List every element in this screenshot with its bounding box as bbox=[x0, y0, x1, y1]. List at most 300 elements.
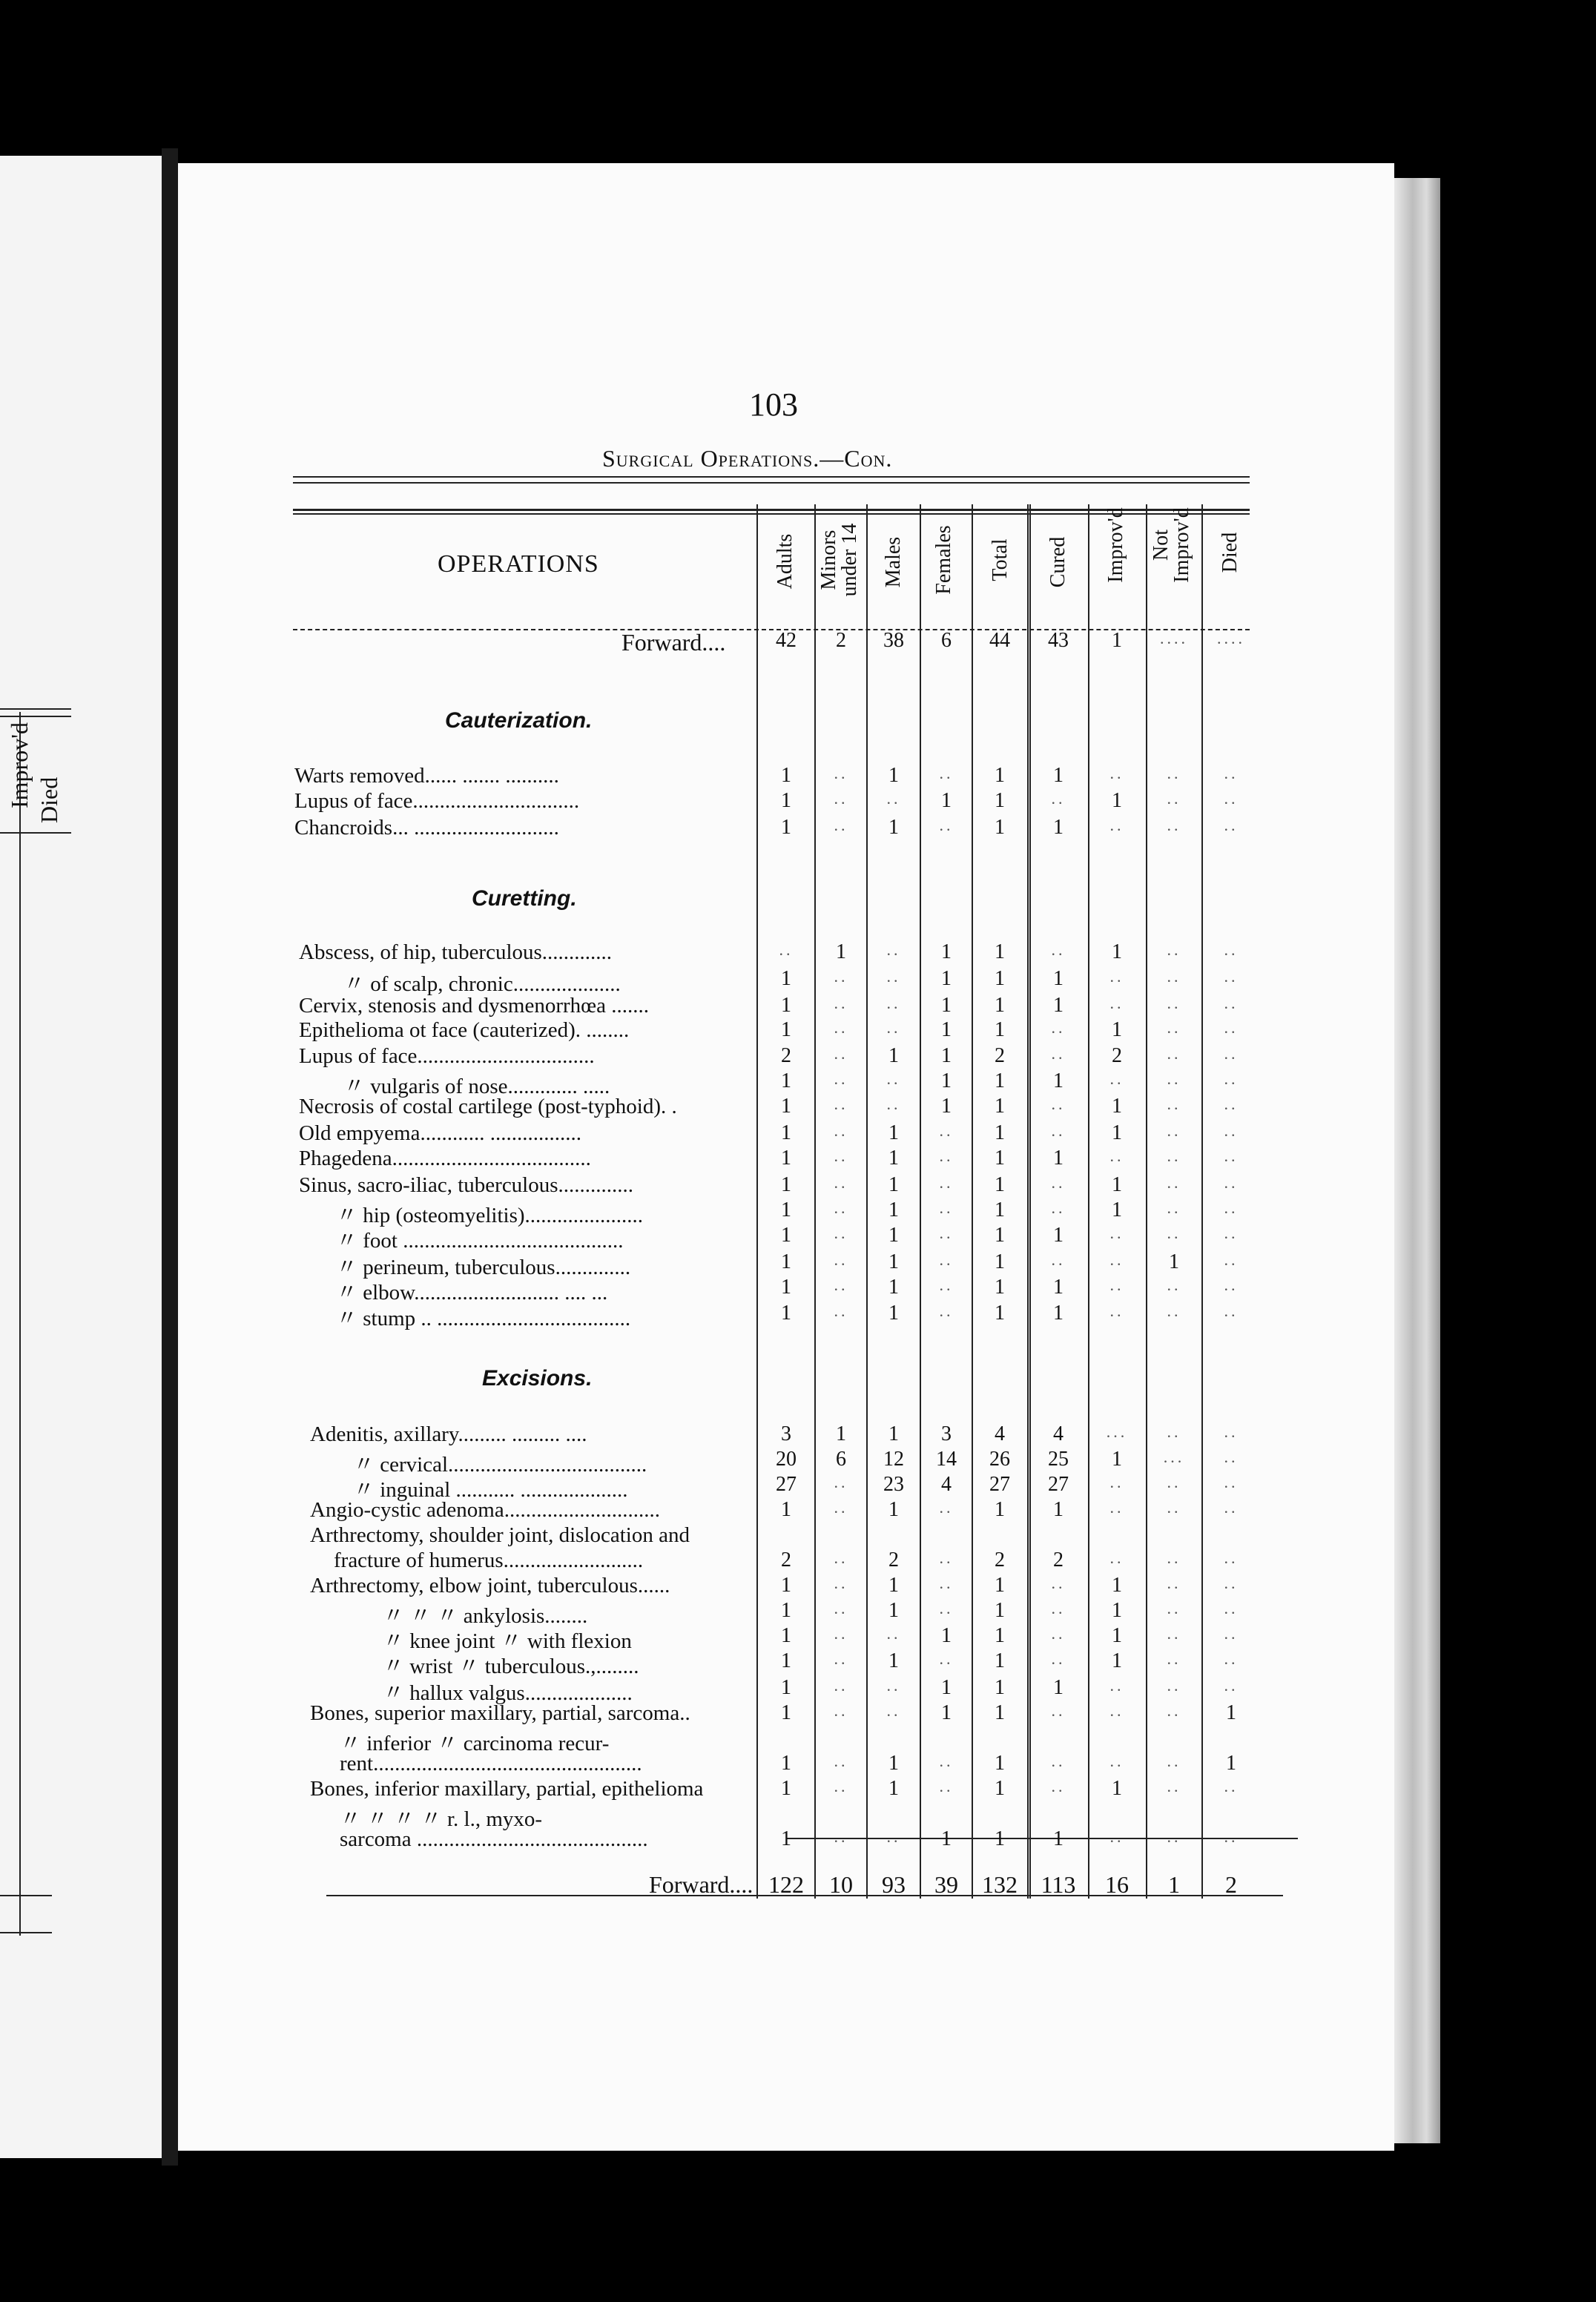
cell-improv-d: 1 bbox=[1112, 1624, 1122, 1647]
col-header-cured: Cured bbox=[1046, 536, 1069, 588]
cell-cured: .. bbox=[1051, 1250, 1066, 1269]
cell-adults: 1 bbox=[781, 1173, 791, 1196]
cell-died: .. bbox=[1224, 1676, 1239, 1695]
cell-adults: 1 bbox=[781, 1498, 791, 1521]
col-rule-3 bbox=[920, 504, 921, 1899]
cell-cured: 1 bbox=[1053, 1302, 1064, 1325]
cell-females: .. bbox=[939, 1777, 954, 1795]
col-rule-1 bbox=[814, 504, 816, 1899]
cell-improv-d: 1 bbox=[1112, 789, 1122, 812]
page-number: 103 bbox=[749, 386, 798, 423]
table-rule-top-2 bbox=[293, 482, 1250, 484]
cell-total: 27 bbox=[989, 1473, 1010, 1496]
cell-not-improv-d: .. bbox=[1167, 1044, 1181, 1063]
cell-not-improv-d: .. bbox=[1167, 1676, 1181, 1695]
row-label: Abscess, of hip, tuberculous............. bbox=[299, 940, 613, 964]
cell-died: .. bbox=[1224, 1173, 1239, 1192]
cell-total: 1 bbox=[995, 1095, 1005, 1118]
cell-cured: 1 bbox=[1053, 967, 1064, 990]
cell-males: 1 bbox=[888, 1777, 899, 1800]
row-label: 〃 of scalp, chronic.................... bbox=[343, 972, 621, 996]
cell-not-improv-d: .. bbox=[1167, 1649, 1181, 1668]
row-label: 〃 foot ......................................... bbox=[336, 1229, 624, 1253]
cell-females: .. bbox=[939, 1599, 954, 1617]
cell-females: .. bbox=[939, 1173, 954, 1192]
cell-males: .. bbox=[886, 1624, 901, 1643]
cell-not-improv-d: .... bbox=[1160, 629, 1188, 647]
cell-adults: 1 bbox=[781, 1302, 791, 1325]
cell-total: 1 bbox=[995, 1121, 1005, 1144]
col-rule-7 bbox=[1146, 504, 1147, 1899]
cell-died: .. bbox=[1224, 1044, 1239, 1063]
cell-not-improv-d: .. bbox=[1167, 1752, 1181, 1770]
col-rule-0 bbox=[756, 504, 758, 1899]
row-label: sarcoma ........................................... bbox=[340, 1827, 648, 1851]
cell-minors-under-14: .. bbox=[834, 1498, 848, 1517]
cell-died: 2 bbox=[1225, 1871, 1237, 1898]
row-label: 〃 perineum, tuberculous.............. bbox=[336, 1256, 631, 1279]
cell-females: .. bbox=[939, 764, 954, 782]
cell-males: 2 bbox=[888, 1549, 899, 1572]
cell-minors-under-14: .. bbox=[834, 1121, 848, 1140]
cell-total: 1 bbox=[995, 1198, 1005, 1221]
cell-females: .. bbox=[939, 1198, 954, 1217]
cell-males: 1 bbox=[888, 1173, 899, 1196]
cell-improv-d: 1 bbox=[1112, 1649, 1122, 1672]
cell-improv-d: 2 bbox=[1112, 1044, 1122, 1067]
cell-not-improv-d: .. bbox=[1167, 967, 1181, 986]
cell-died: .. bbox=[1224, 1498, 1239, 1517]
row-label: 〃 〃 〃 〃 r. l., myxo- bbox=[340, 1807, 543, 1831]
row-label: Lupus of face............................... bbox=[294, 789, 580, 813]
cell-minors-under-14: 10 bbox=[829, 1871, 853, 1898]
cell-minors-under-14: .. bbox=[834, 1302, 848, 1320]
col-header-total: Total bbox=[989, 538, 1012, 581]
row-label: Bones, inferior maxillary, partial, epithelioma bbox=[310, 1777, 704, 1801]
cell-improv-d: .. bbox=[1109, 1498, 1124, 1517]
cell-died: 1 bbox=[1226, 1701, 1236, 1724]
cell-minors-under-14: .. bbox=[834, 1147, 848, 1165]
cell-not-improv-d: .. bbox=[1167, 1121, 1181, 1140]
cell-adults: 1 bbox=[781, 1224, 791, 1247]
cell-cured: .. bbox=[1051, 1649, 1066, 1668]
cell-improv-d: .. bbox=[1109, 1069, 1124, 1088]
cell-died: .. bbox=[1224, 940, 1239, 959]
cell-died: .. bbox=[1224, 1422, 1239, 1441]
cell-cured: .. bbox=[1051, 1574, 1066, 1592]
cell-males: 1 bbox=[888, 1044, 899, 1067]
cell-adults: 1 bbox=[781, 1018, 791, 1041]
cell-died: .... bbox=[1217, 629, 1245, 647]
cell-females: 1 bbox=[941, 967, 952, 990]
cell-minors-under-14: .. bbox=[834, 1018, 848, 1037]
cell-minors-under-14: 1 bbox=[836, 1422, 846, 1445]
cell-minors-under-14: .. bbox=[834, 1198, 848, 1217]
left-page-fragment bbox=[0, 156, 162, 2158]
cell-total: 1 bbox=[995, 1574, 1005, 1597]
row-label: Phagedena..................................... bbox=[299, 1147, 591, 1170]
cell-died: .. bbox=[1224, 816, 1239, 834]
cell-females: .. bbox=[939, 1147, 954, 1165]
cell-total: 1 bbox=[995, 1701, 1005, 1724]
row-label: Old empyema............ ................. bbox=[299, 1121, 581, 1145]
cell-minors-under-14: .. bbox=[834, 1173, 848, 1192]
cell-died: .. bbox=[1224, 1147, 1239, 1165]
cell-not-improv-d: .. bbox=[1167, 1498, 1181, 1517]
cell-cured: 25 bbox=[1048, 1448, 1069, 1471]
cell-males: 1 bbox=[888, 1422, 899, 1445]
cell-improv-d: .. bbox=[1109, 1676, 1124, 1695]
cell-died: .. bbox=[1224, 1777, 1239, 1795]
row-label: 〃 hallux valgus.................... bbox=[383, 1681, 633, 1705]
cell-total: 1 bbox=[995, 940, 1005, 963]
cell-females: .. bbox=[939, 1752, 954, 1770]
col-rule-2 bbox=[866, 504, 868, 1899]
cell-total: 1 bbox=[995, 816, 1005, 839]
cell-cured: .. bbox=[1051, 1121, 1066, 1140]
cell-improv-d: 1 bbox=[1112, 1448, 1122, 1471]
cell-females: .. bbox=[939, 1121, 954, 1140]
cell-cured: .. bbox=[1051, 1173, 1066, 1192]
cell-adults: 1 bbox=[781, 1701, 791, 1724]
cell-females: .. bbox=[939, 1574, 954, 1592]
row-label: 〃 knee joint 〃 with flexion bbox=[383, 1629, 632, 1653]
cell-males: .. bbox=[886, 967, 901, 986]
cell-adults: 1 bbox=[781, 789, 791, 812]
page-edge-stack bbox=[1394, 178, 1440, 2143]
row-label: Sinus, sacro-iliac, tuberculous.............. bbox=[299, 1173, 634, 1197]
cell-total: 1 bbox=[995, 1224, 1005, 1247]
cell-females: 1 bbox=[941, 789, 952, 812]
cell-minors-under-14: .. bbox=[834, 1777, 848, 1795]
cell-cured: .. bbox=[1051, 1752, 1066, 1770]
cell-total: 1 bbox=[995, 764, 1005, 787]
cell-males: 1 bbox=[888, 816, 899, 839]
cell-improv-d: 1 bbox=[1112, 1121, 1122, 1144]
row-label: Adenitis, axillary......... ......... .... bbox=[310, 1422, 587, 1446]
cell-adults: 1 bbox=[781, 1649, 791, 1672]
cell-not-improv-d: .. bbox=[1167, 1198, 1181, 1217]
cell-died: .. bbox=[1224, 789, 1239, 808]
cell-died: .. bbox=[1224, 1302, 1239, 1320]
cell-males: 38 bbox=[883, 629, 904, 652]
cell-improv-d: .. bbox=[1109, 1827, 1124, 1846]
cell-improv-d: .. bbox=[1109, 1147, 1124, 1165]
row-label: Necrosis of costal cartilege (post-typhoid). . bbox=[299, 1095, 677, 1118]
cell-cured: .. bbox=[1051, 789, 1066, 808]
col-rule-8 bbox=[1201, 504, 1203, 1899]
cell-males: 12 bbox=[883, 1448, 904, 1471]
cell-minors-under-14: 6 bbox=[836, 1448, 846, 1471]
cell-adults: 1 bbox=[781, 1752, 791, 1775]
cell-females: 1 bbox=[941, 1701, 952, 1724]
cell-females: .. bbox=[939, 816, 954, 834]
cell-cured: 27 bbox=[1048, 1473, 1069, 1496]
cell-improv-d: 1 bbox=[1112, 940, 1122, 963]
cell-improv-d: .. bbox=[1109, 1549, 1124, 1567]
cell-females: 1 bbox=[941, 940, 952, 963]
cell-cured: 1 bbox=[1053, 1498, 1064, 1521]
cell-females: 3 bbox=[941, 1422, 952, 1445]
cell-cured: .. bbox=[1051, 1701, 1066, 1720]
cell-not-improv-d: .. bbox=[1167, 1302, 1181, 1320]
cell-not-improv-d: .. bbox=[1167, 1574, 1181, 1592]
cell-total: 1 bbox=[995, 1777, 1005, 1800]
cell-adults: 1 bbox=[781, 1121, 791, 1144]
cell-improv-d: 1 bbox=[1112, 1198, 1122, 1221]
left-page-column-rule bbox=[19, 712, 21, 1936]
cell-minors-under-14: .. bbox=[834, 1676, 848, 1695]
cell-died: .. bbox=[1224, 1649, 1239, 1668]
col-header-minors: Minors under 14 bbox=[817, 523, 861, 597]
row-label: Warts removed...... ....... .......... bbox=[294, 764, 559, 788]
row-label: 〃 〃 〃 ankylosis........ bbox=[383, 1604, 588, 1628]
cell-females: 1 bbox=[941, 1827, 952, 1850]
row-label: Cervix, stenosis and dysmenorrhœa ....... bbox=[299, 994, 649, 1018]
cell-minors-under-14: .. bbox=[834, 1224, 848, 1242]
cell-males: 1 bbox=[888, 1147, 899, 1170]
cell-total: 1 bbox=[995, 1676, 1005, 1699]
cell-died: .. bbox=[1224, 764, 1239, 782]
cell-adults: 1 bbox=[781, 1827, 791, 1850]
row-label: Arthrectomy, elbow joint, tuberculous...... bbox=[310, 1574, 670, 1597]
left-page-rule-top-2 bbox=[0, 716, 71, 717]
cell-minors-under-14: .. bbox=[834, 994, 848, 1012]
cell-males: .. bbox=[886, 994, 901, 1012]
cell-adults: 122 bbox=[768, 1871, 804, 1898]
cell-females: .. bbox=[939, 1250, 954, 1269]
cell-total: 1 bbox=[995, 1649, 1005, 1672]
cell-not-improv-d: 1 bbox=[1168, 1871, 1180, 1898]
cell-females: .. bbox=[939, 1302, 954, 1320]
cell-females: .. bbox=[939, 1649, 954, 1668]
cell-minors-under-14: .. bbox=[834, 1250, 848, 1269]
row-label: fracture of humerus.......................... bbox=[334, 1549, 644, 1572]
cell-improv-d: 1 bbox=[1112, 629, 1122, 652]
cell-cured: 1 bbox=[1053, 1276, 1064, 1299]
cell-total: 26 bbox=[989, 1448, 1010, 1471]
cell-adults: 20 bbox=[776, 1448, 797, 1471]
cell-minors-under-14: 1 bbox=[836, 940, 846, 963]
cell-adults: 1 bbox=[781, 967, 791, 990]
cell-total: 1 bbox=[995, 1276, 1005, 1299]
cell-improv-d: .. bbox=[1109, 994, 1124, 1012]
cell-total: 1 bbox=[995, 1069, 1005, 1092]
cell-not-improv-d: .. bbox=[1167, 1147, 1181, 1165]
section-title: Cauterization. bbox=[445, 708, 593, 733]
cell-improv-d: 1 bbox=[1112, 1574, 1122, 1597]
cell-females: 1 bbox=[941, 1018, 952, 1041]
row-label: 〃 inferior 〃 carcinoma recur- bbox=[340, 1732, 610, 1755]
cell-not-improv-d: .. bbox=[1167, 1069, 1181, 1088]
cell-adults: 2 bbox=[781, 1044, 791, 1067]
cell-minors-under-14: .. bbox=[834, 1574, 848, 1592]
cell-males: 1 bbox=[888, 1276, 899, 1299]
cell-minors-under-14: .. bbox=[834, 1473, 848, 1491]
cell-cured: 4 bbox=[1053, 1422, 1064, 1445]
cell-females: 1 bbox=[941, 1095, 952, 1118]
cell-cured: 1 bbox=[1053, 1069, 1064, 1092]
cell-adults: 1 bbox=[781, 1777, 791, 1800]
cell-females: 1 bbox=[941, 1624, 952, 1647]
cell-males: 23 bbox=[883, 1473, 904, 1496]
left-page-rule-top bbox=[0, 708, 71, 710]
cell-total: 132 bbox=[982, 1871, 1018, 1898]
cell-not-improv-d: .. bbox=[1167, 1827, 1181, 1846]
cell-not-improv-d: .. bbox=[1167, 764, 1181, 782]
left-page-rule-bottom-2 bbox=[0, 1932, 52, 1933]
cell-minors-under-14: .. bbox=[834, 789, 848, 808]
cell-adults: 1 bbox=[781, 1624, 791, 1647]
col-header-not-improved: Not Improv'd bbox=[1150, 507, 1193, 583]
cell-not-improv-d: .. bbox=[1167, 1599, 1181, 1617]
left-page-rule-bottom bbox=[0, 1895, 52, 1896]
cell-improv-d: .. bbox=[1109, 1302, 1124, 1320]
cell-total: 1 bbox=[995, 994, 1005, 1017]
left-page-rule-head bbox=[0, 832, 71, 834]
cell-total: 1 bbox=[995, 1827, 1005, 1850]
cell-females: 39 bbox=[934, 1871, 958, 1898]
cell-minors-under-14: .. bbox=[834, 1044, 848, 1063]
cell-not-improv-d: 1 bbox=[1169, 1250, 1179, 1273]
cell-adults: 1 bbox=[781, 1574, 791, 1597]
cell-died: .. bbox=[1224, 1276, 1239, 1294]
cell-cured: 43 bbox=[1048, 629, 1069, 652]
row-label: Angio-cystic adenoma............................. bbox=[310, 1498, 660, 1522]
cell-cured: .. bbox=[1051, 940, 1066, 959]
col-header-males: Males bbox=[882, 536, 905, 588]
cell-females: .. bbox=[939, 1276, 954, 1294]
cell-cured: 1 bbox=[1053, 1224, 1064, 1247]
cell-not-improv-d: .. bbox=[1167, 1777, 1181, 1795]
col-rule-6 bbox=[1088, 504, 1089, 1899]
cell-females: .. bbox=[939, 1549, 954, 1567]
cell-females: 1 bbox=[941, 994, 952, 1017]
col-header-died: Died bbox=[1219, 532, 1241, 573]
cell-improv-d: .. bbox=[1109, 967, 1124, 986]
cell-minors-under-14: 2 bbox=[836, 629, 846, 652]
cell-adults: 1 bbox=[781, 764, 791, 787]
cell-minors-under-14: .. bbox=[834, 816, 848, 834]
cell-males: 1 bbox=[888, 1752, 899, 1775]
cell-total: 4 bbox=[995, 1422, 1005, 1445]
cell-males: 1 bbox=[888, 1224, 899, 1247]
cell-females: 1 bbox=[941, 1069, 952, 1092]
cell-males: 1 bbox=[888, 764, 899, 787]
cell-minors-under-14: .. bbox=[834, 1649, 848, 1668]
cell-minors-under-14: .. bbox=[834, 1599, 848, 1617]
row-label: Arthrectomy, shoulder joint, dislocation and bbox=[310, 1523, 690, 1547]
cell-adults: 1 bbox=[781, 1599, 791, 1622]
cell-minors-under-14: .. bbox=[834, 1624, 848, 1643]
cell-adults: 1 bbox=[781, 1147, 791, 1170]
cell-males: .. bbox=[886, 940, 901, 959]
cell-not-improv-d: ... bbox=[1163, 1448, 1185, 1466]
forward-bottom-label: Forward.... bbox=[649, 1871, 754, 1898]
cell-minors-under-14: .. bbox=[834, 1276, 848, 1294]
cell-not-improv-d: .. bbox=[1167, 789, 1181, 808]
row-label: 〃 inguinal ........... .................... bbox=[353, 1478, 628, 1502]
cell-minors-under-14: .. bbox=[834, 1095, 848, 1113]
cell-males: 1 bbox=[888, 1198, 899, 1221]
cell-males: .. bbox=[886, 1069, 901, 1088]
cell-adults: 1 bbox=[781, 1095, 791, 1118]
cell-males: 1 bbox=[888, 1599, 899, 1622]
cell-cured: 1 bbox=[1053, 764, 1064, 787]
cell-adults: 2 bbox=[781, 1549, 791, 1572]
cell-died: .. bbox=[1224, 1827, 1239, 1846]
cell-cured: 1 bbox=[1053, 1827, 1064, 1850]
cell-improv-d: ... bbox=[1106, 1422, 1128, 1441]
cell-cured: .. bbox=[1051, 1018, 1066, 1037]
row-label: 〃 cervical..................................... bbox=[353, 1453, 647, 1477]
left-page-header-died: Died bbox=[36, 776, 62, 823]
cell-total: 1 bbox=[995, 967, 1005, 990]
cell-died: .. bbox=[1224, 1121, 1239, 1140]
cell-adults: 1 bbox=[781, 1250, 791, 1273]
cell-cured: 1 bbox=[1053, 1147, 1064, 1170]
cell-not-improv-d: .. bbox=[1167, 994, 1181, 1012]
cell-males: 93 bbox=[882, 1871, 906, 1898]
col-header-improved: Improv'd bbox=[1104, 507, 1127, 583]
cell-minors-under-14: .. bbox=[834, 764, 848, 782]
cell-adults: 3 bbox=[781, 1422, 791, 1445]
cell-cured: 113 bbox=[1041, 1871, 1076, 1898]
cell-males: .. bbox=[886, 1701, 901, 1720]
cell-minors-under-14: .. bbox=[834, 1827, 848, 1846]
cell-total: 1 bbox=[995, 1599, 1005, 1622]
cell-died: .. bbox=[1224, 1574, 1239, 1592]
cell-males: .. bbox=[886, 1018, 901, 1037]
cell-adults: .. bbox=[779, 940, 794, 959]
cell-not-improv-d: .. bbox=[1167, 816, 1181, 834]
cell-improv-d: 1 bbox=[1112, 1173, 1122, 1196]
cell-died: .. bbox=[1224, 1250, 1239, 1269]
cell-died: 1 bbox=[1226, 1752, 1236, 1775]
row-label: 〃 vulgaris of nose............. ..... bbox=[343, 1075, 610, 1098]
cell-minors-under-14: .. bbox=[834, 1549, 848, 1567]
cell-minors-under-14: .. bbox=[834, 1701, 848, 1720]
cell-total: 44 bbox=[989, 629, 1010, 652]
cell-died: .. bbox=[1224, 994, 1239, 1012]
cell-not-improv-d: .. bbox=[1167, 1095, 1181, 1113]
col-header-adults: Adults bbox=[774, 533, 797, 590]
cell-improv-d: 16 bbox=[1105, 1871, 1129, 1898]
cell-died: .. bbox=[1224, 1549, 1239, 1567]
cell-males: .. bbox=[886, 1827, 901, 1846]
cell-died: .. bbox=[1224, 1198, 1239, 1217]
row-label: 〃 stump .. .................................... bbox=[336, 1307, 631, 1330]
cell-cured: 1 bbox=[1053, 816, 1064, 839]
cell-improv-d: .. bbox=[1109, 1473, 1124, 1491]
cell-cured: .. bbox=[1051, 1198, 1066, 1217]
cell-total: 2 bbox=[995, 1549, 1005, 1572]
cell-total: 1 bbox=[995, 1752, 1005, 1775]
col-rule-5 bbox=[1027, 504, 1031, 1899]
cell-improv-d: .. bbox=[1109, 1276, 1124, 1294]
left-page-header-improved: Improv'd bbox=[6, 722, 33, 808]
operations-header: OPERATIONS bbox=[438, 550, 599, 578]
cell-males: 1 bbox=[888, 1649, 899, 1672]
cell-not-improv-d: .. bbox=[1167, 1224, 1181, 1242]
col-header-females: Females bbox=[932, 525, 955, 595]
cell-cured: .. bbox=[1051, 1044, 1066, 1063]
cell-females: 1 bbox=[941, 1044, 952, 1067]
row-label: Chancroids... ........................... bbox=[294, 816, 559, 840]
cell-adults: 1 bbox=[781, 1676, 791, 1699]
cell-total: 1 bbox=[995, 789, 1005, 812]
section-title: Excisions. bbox=[482, 1366, 593, 1391]
